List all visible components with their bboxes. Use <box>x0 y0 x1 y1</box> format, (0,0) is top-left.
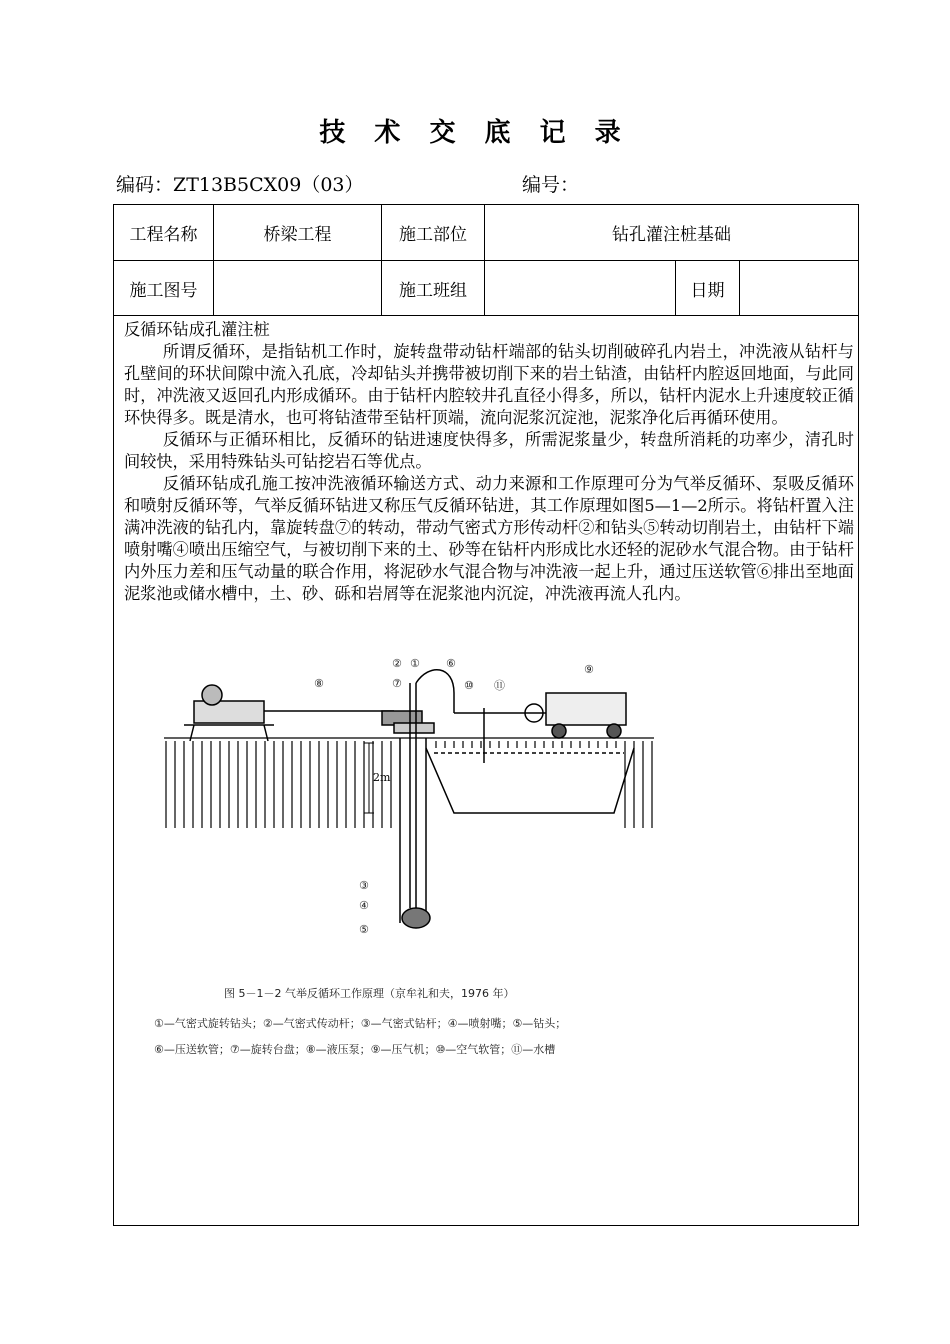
marker: ⑩ <box>464 679 474 692</box>
drawing-no-value <box>214 261 382 315</box>
hydraulic-pump-icon <box>184 685 394 741</box>
construction-part-label: 施工部位 <box>382 205 485 260</box>
content-body <box>124 319 854 605</box>
marker: ⑦ <box>392 677 402 690</box>
team-value <box>485 261 676 315</box>
paragraph: 反循环钻成孔施工按冲洗液循环输送方式、动力来源和工作原理可分为气举反循环、泵吸反循环和喷射反循环等，气举反循环钻进又称压气反循环钻进，其工作原理如图5—1—2所示。将钻杆置入注满冲洗液的钻孔内，靠旋转盘⑦的转动，带动气密式方形传动杆②和钻头⑤转动切削岩土，由钻杆下端喷射嘴④喷出压缩空气，与被切削下来的土、砂等在钻杆内形成比水还轻的泥砂水气混合物。由于钻杆内外压力差和压气动量的联合作用，将泥砂水气混合物与冲洗液一起上升，通过压送软管⑥排出至地面泥浆池或储水槽中，土、砂、砾和岩屑等在泥浆池内沉淀，冲洗液再流人孔内。 <box>124 474 854 603</box>
airlift-reverse-circulation-diagram <box>154 653 674 1063</box>
record-sheet <box>113 204 859 1226</box>
air-compressor-icon <box>525 693 626 738</box>
construction-part-value: 钻孔灌注桩基础 <box>612 225 731 245</box>
ground-hatching <box>164 738 654 828</box>
marker: ③ <box>359 879 369 892</box>
table-row <box>114 261 858 316</box>
document-code: 编码：ZT13B5CX09（03） <box>116 174 364 196</box>
project-name-label: 工程名称 <box>114 205 214 260</box>
marker: ① <box>410 657 420 670</box>
paragraph: 所谓反循环，是指钻机工作时，旋转盘带动钻杆端部的钻头切削破碎孔内岩土，冲洗液从钻杆与孔壁间的环状间隙中流入孔底，冷却钻头并携带被切削下来的岩土钻渣，由钻杆内腔返回地面，与此同时，冲洗液又返回孔内形成循环。由于钻杆内腔较井孔直径小得多，所以，钻杆内泥水上升速度较正循环快得多。既是清水，也可将钻渣带至钻杆顶端，流向泥浆沉淀池，泥浆净化后再循环使用。 <box>124 342 854 427</box>
project-name-value: 桥梁工程 <box>214 205 382 260</box>
marker: ⑤ <box>359 923 369 936</box>
content-heading: 反循环钻成孔灌注桩 <box>124 320 270 339</box>
marker: ④ <box>359 899 369 912</box>
document-title: 技 术 交 底 记 录 <box>319 118 631 148</box>
marker: ⑥ <box>446 657 456 670</box>
drawing-no-label: 施工图号 <box>114 261 214 315</box>
marker: ⑪ <box>494 679 505 692</box>
table-row <box>114 205 858 261</box>
figure-legend-line2: ⑥—压送软管；⑦—旋转台盘；⑧—液压泵；⑨—压气机；⑩—空气软管；⑪—水槽 <box>154 1043 556 1056</box>
marker: ⑧ <box>314 677 324 690</box>
figure-caption: 图 5－1－2 气举反循环工作原理（京牟礼和夫，1976 年） <box>224 987 515 1000</box>
team-label: 施工班组 <box>382 261 485 315</box>
drill-assembly-icon <box>382 670 549 928</box>
date-label: 日期 <box>676 261 740 315</box>
figure-legend-line1: ①—气密式旋转钻头；②—气密式传动杆；③—气密式钻杆；④—喷射嘴；⑤—钻头； <box>154 1017 567 1030</box>
date-value <box>740 261 858 315</box>
marker: ② <box>392 657 402 670</box>
marker: ⑨ <box>584 663 594 676</box>
paragraph: 反循环与正循环相比，反循环的钻进速度快得多，所需泥浆量少，转盘所消耗的功率少，清孔时间较快，采用特殊钻头可钻挖岩石等优点。 <box>124 430 854 471</box>
document-number: 编号： <box>522 174 580 196</box>
depth-label: 2m <box>373 771 391 784</box>
